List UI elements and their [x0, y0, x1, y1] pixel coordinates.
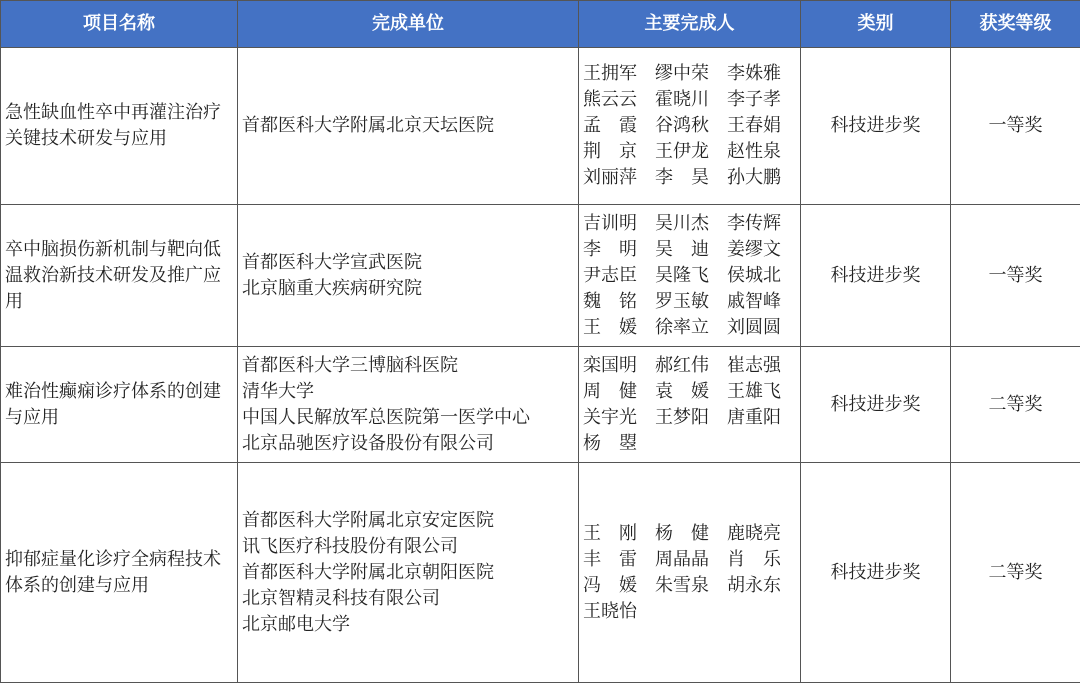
category-cell: 科技进步奖 — [801, 347, 951, 463]
header-category: 类别 — [801, 1, 951, 48]
person-name: 赵性泉 — [727, 141, 781, 162]
person-name: 吴隆飞 — [655, 264, 709, 286]
level-cell: 一等奖 — [951, 205, 1080, 347]
person-name: 刘丽萍 — [583, 167, 637, 188]
person-name: 吉训明 — [583, 212, 637, 234]
table-row — [1, 347, 1080, 463]
header-project: 项目名称 — [1, 1, 238, 48]
project-name-cell — [1, 205, 238, 347]
units-cell — [238, 48, 579, 205]
person-name: 尹志臣 — [583, 264, 637, 286]
person-name: 王梦阳 — [655, 406, 709, 428]
person-name: 熊云云 — [583, 89, 637, 110]
person-name: 李 明 — [583, 238, 637, 260]
person-name: 袁 媛 — [655, 380, 709, 402]
unit-name: 北京脑重大疾病研究院 — [242, 277, 422, 299]
unit-name: 首都医科大学附属北京天坛医院 — [242, 115, 494, 136]
person-name: 王晓怡 — [583, 600, 637, 622]
person-name: 王 媛 — [583, 316, 637, 338]
table-row — [1, 463, 1080, 683]
units-cell — [238, 205, 579, 347]
person-name: 徐率立 — [655, 316, 709, 338]
person-name: 谷鸿秋 — [655, 115, 709, 136]
people-line — [583, 289, 796, 315]
table-row — [1, 48, 1080, 205]
unit-name: 首都医科大学附属北京朝阳医院 — [242, 561, 494, 583]
table-row — [1, 205, 1080, 347]
people-line — [583, 547, 796, 573]
level-cell: 二等奖 — [951, 463, 1080, 683]
person-name: 杨 健 — [655, 522, 709, 544]
header-people: 主要完成人 — [579, 1, 801, 48]
person-name: 周 健 — [583, 380, 637, 402]
people-line — [583, 113, 796, 139]
unit-name: 北京品驰医疗设备股份有限公司 — [242, 432, 494, 454]
person-name: 戚智峰 — [727, 290, 781, 312]
people-cell — [579, 48, 801, 205]
person-name: 王拥军 — [583, 63, 637, 84]
header-level: 获奖等级 — [951, 1, 1080, 48]
people-line — [583, 379, 796, 405]
person-name: 唐重阳 — [727, 406, 781, 428]
person-name: 孙大鹏 — [727, 167, 781, 188]
level-cell: 一等奖 — [951, 48, 1080, 205]
person-name: 王雄飞 — [727, 380, 781, 402]
person-name: 李子孝 — [727, 89, 781, 110]
header-units: 完成单位 — [238, 1, 579, 48]
people-line — [583, 237, 796, 263]
people-cell — [579, 347, 801, 463]
person-name: 丰 雷 — [583, 548, 637, 570]
project-name: 难治性癫痫诊疗体系的创建与应用 — [5, 380, 221, 428]
project-name-cell — [1, 48, 238, 205]
people-line — [583, 431, 796, 457]
person-name: 王 刚 — [583, 522, 637, 544]
people-line — [583, 353, 796, 379]
person-name: 肖 乐 — [727, 548, 781, 570]
unit-name: 讯飞医疗科技股份有限公司 — [242, 535, 458, 557]
project-name: 急性缺血性卒中再灌注治疗关键技术研发与应用 — [5, 102, 221, 149]
person-name: 王伊龙 — [655, 141, 709, 162]
people-line — [583, 573, 796, 599]
unit-name: 北京智精灵科技有限公司 — [242, 587, 440, 609]
people-line — [583, 263, 796, 289]
unit-name: 首都医科大学宣武医院 — [242, 251, 422, 273]
project-name: 抑郁症量化诊疗全病程技术体系的创建与应用 — [5, 548, 221, 596]
person-name: 吴川杰 — [655, 212, 709, 234]
person-name: 罗玉敏 — [655, 290, 709, 312]
people-line — [583, 87, 796, 113]
person-name: 侯城北 — [727, 264, 781, 286]
unit-name: 首都医科大学三博脑科医院 — [242, 354, 458, 376]
unit-name: 北京邮电大学 — [242, 613, 350, 635]
person-name: 朱雪泉 — [655, 574, 709, 596]
person-name: 刘圆圆 — [727, 316, 781, 338]
project-name: 卒中脑损伤新机制与靶向低温救治新技术研发及推广应用 — [5, 238, 221, 312]
person-name: 崔志强 — [727, 354, 781, 376]
person-name: 冯 媛 — [583, 574, 637, 596]
person-name: 荆 京 — [583, 141, 637, 162]
unit-name: 中国人民解放军总医院第一医学中心 — [242, 406, 530, 428]
people-line — [583, 165, 796, 191]
people-line — [583, 61, 796, 87]
category-cell: 科技进步奖 — [801, 48, 951, 205]
person-name: 郝红伟 — [655, 354, 709, 376]
units-cell — [238, 347, 579, 463]
unit-name: 清华大学 — [242, 380, 314, 402]
person-name: 孟 霞 — [583, 115, 637, 136]
people-line — [583, 521, 796, 547]
person-name: 李传辉 — [727, 212, 781, 234]
person-name: 李姝雅 — [727, 63, 781, 84]
person-name: 缪中荣 — [655, 63, 709, 84]
people-cell — [579, 205, 801, 347]
people-cell — [579, 463, 801, 683]
person-name: 魏 铭 — [583, 290, 637, 312]
person-name: 霍晓川 — [655, 89, 709, 110]
person-name: 鹿晓亮 — [727, 522, 781, 544]
units-cell — [238, 463, 579, 683]
person-name: 栾国明 — [583, 354, 637, 376]
people-line — [583, 139, 796, 165]
person-name: 姜缪文 — [727, 238, 781, 260]
table-header-row — [1, 1, 1080, 48]
person-name: 杨 曌 — [583, 432, 637, 454]
person-name: 王春娟 — [727, 115, 781, 136]
people-line — [583, 315, 796, 341]
project-name-cell — [1, 347, 238, 463]
person-name: 李 昊 — [655, 167, 709, 188]
category-cell: 科技进步奖 — [801, 463, 951, 683]
project-name-cell — [1, 463, 238, 683]
people-line — [583, 599, 796, 625]
level-cell: 二等奖 — [951, 347, 1080, 463]
unit-name: 首都医科大学附属北京安定医院 — [242, 509, 494, 531]
person-name: 胡永东 — [727, 574, 781, 596]
person-name: 周晶晶 — [655, 548, 709, 570]
person-name: 关宇光 — [583, 406, 637, 428]
people-line — [583, 405, 796, 431]
category-cell: 科技进步奖 — [801, 205, 951, 347]
people-line — [583, 211, 796, 237]
person-name: 吴 迪 — [655, 238, 709, 260]
